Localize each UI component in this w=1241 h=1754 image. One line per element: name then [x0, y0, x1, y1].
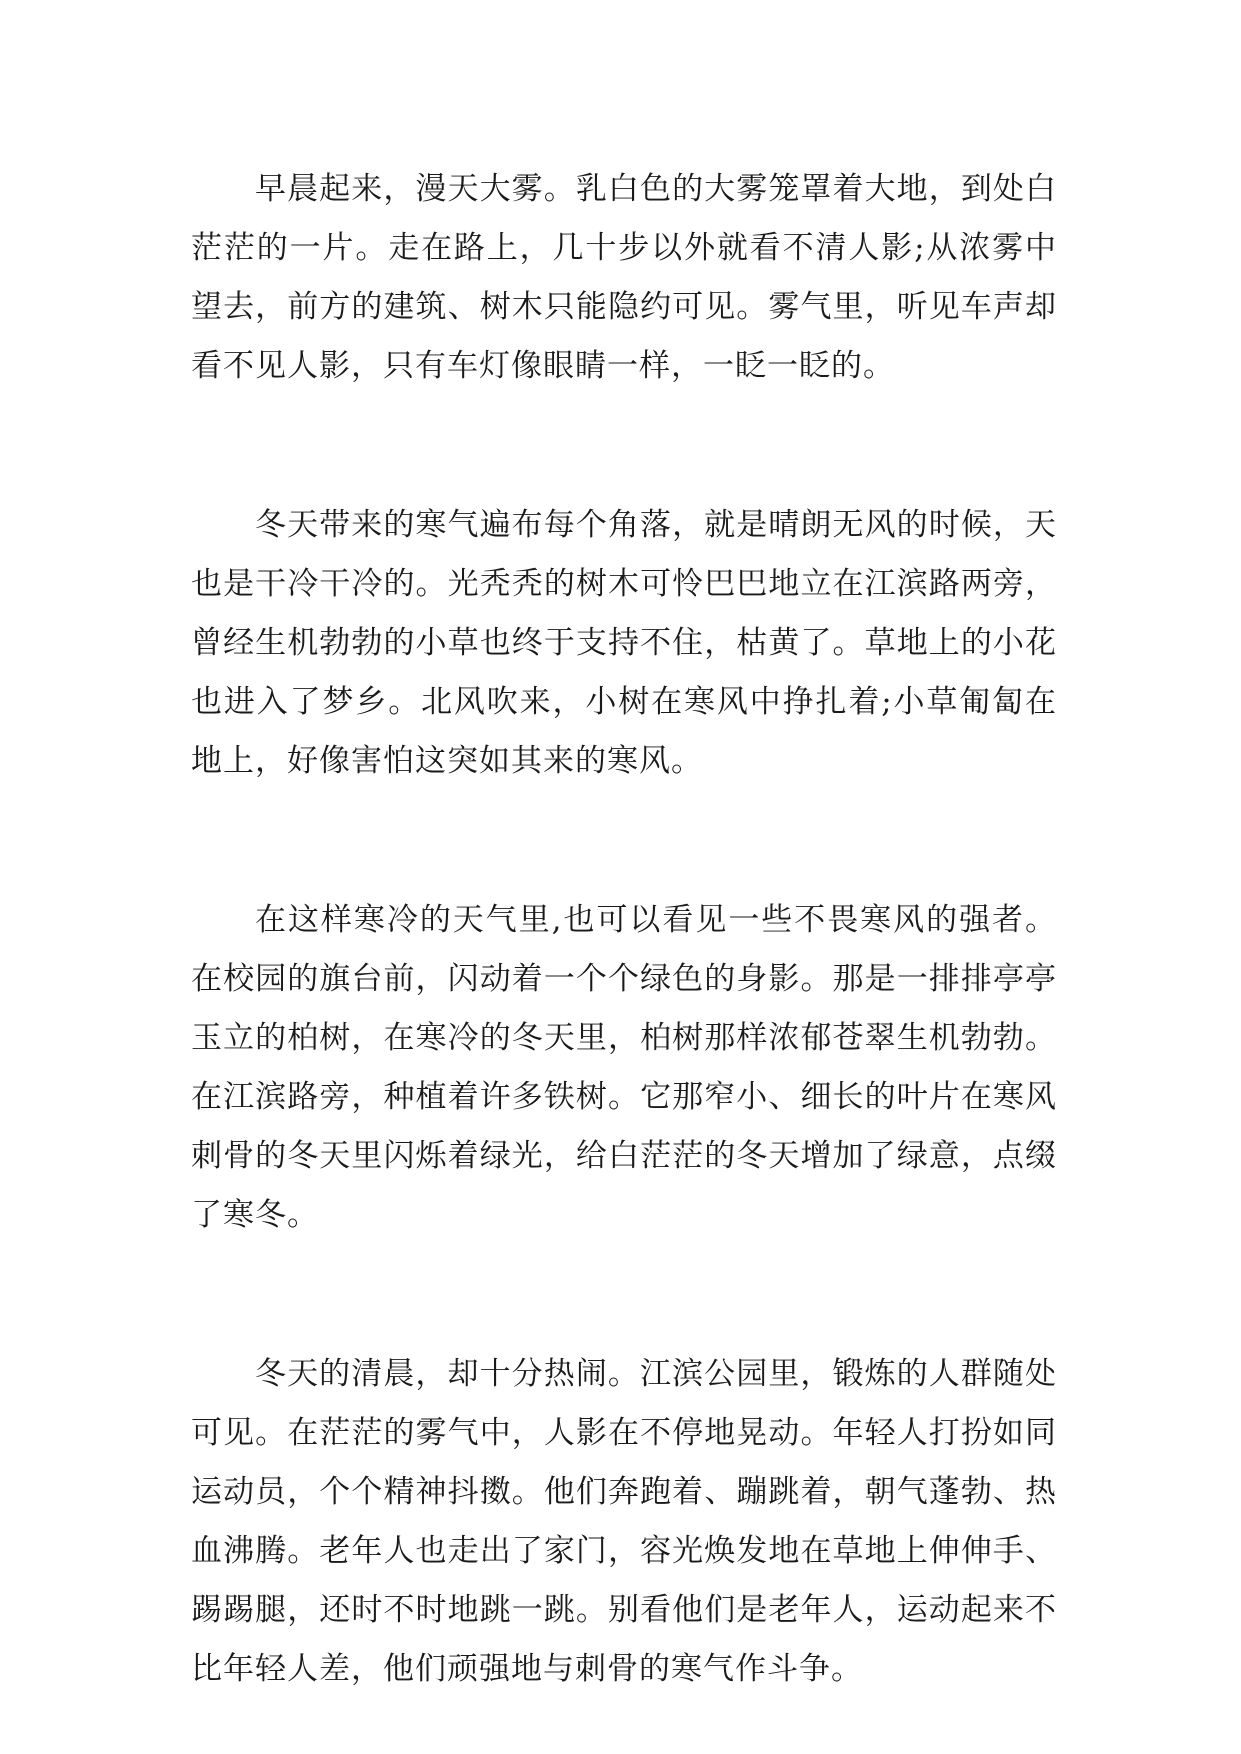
document-body: [191, 160, 1057, 1699]
paragraph-morning-exercise: 冬天的清晨，却十分热闹。江滨公园里，锻炼的人群随处可见。在茫茫的雾气中，人影在不停地晃动。年轻人打扮如同运动员，个个精神抖擞。他们奔跑着、蹦跳着，朝气蓬勃、热血沸腾。老年人也走出了家门，容光焕发地在草地上伸伸手、踢踢腿，还时不时地跳一跳。别看他们是老年人，运动起来不比年轻人差，他们顽强地与刺骨的寒气作斗争。: [191, 1356, 1057, 1687]
paragraph-cold: 冬天带来的寒气遍布每个角落，就是晴朗无风的时候，天也是干冷干冷的。光秃秃的树木可怜巴巴地立在江滨路两旁，曾经生机勃勃的小草也终于支持不住，枯黄了。草地上的小花也进入了梦乡。北风吹来，小树在寒风中挣扎着;小草匍匐在地上，好像害怕这突如其来的寒风。: [191, 507, 1057, 779]
paragraph-evergreens: 在这样寒冷的天气里,也可以看见一些不畏寒风的强者。在校园的旗台前，闪动着一个个绿色的身影。那是一排排亭亭玉立的柏树，在寒冷的冬天里，柏树那样浓郁苍翠生机勃勃。在江滨路旁，种植着许多铁树。它那窄小、细长的叶片在寒风刺骨的冬天里闪烁着绿光，给白茫茫的冬天增加了绿意，点缀了寒冬。: [191, 902, 1057, 1233]
paragraph-fog: 早晨起来，漫天大雾。乳白色的大雾笼罩着大地，到处白茫茫的一片。走在路上，几十步以外就看不清人影;从浓雾中望去，前方的建筑、树木只能隐约可见。雾气里，听见车声却看不见人影，只有车灯像眼睛一样，一眨一眨的。: [191, 171, 1057, 384]
